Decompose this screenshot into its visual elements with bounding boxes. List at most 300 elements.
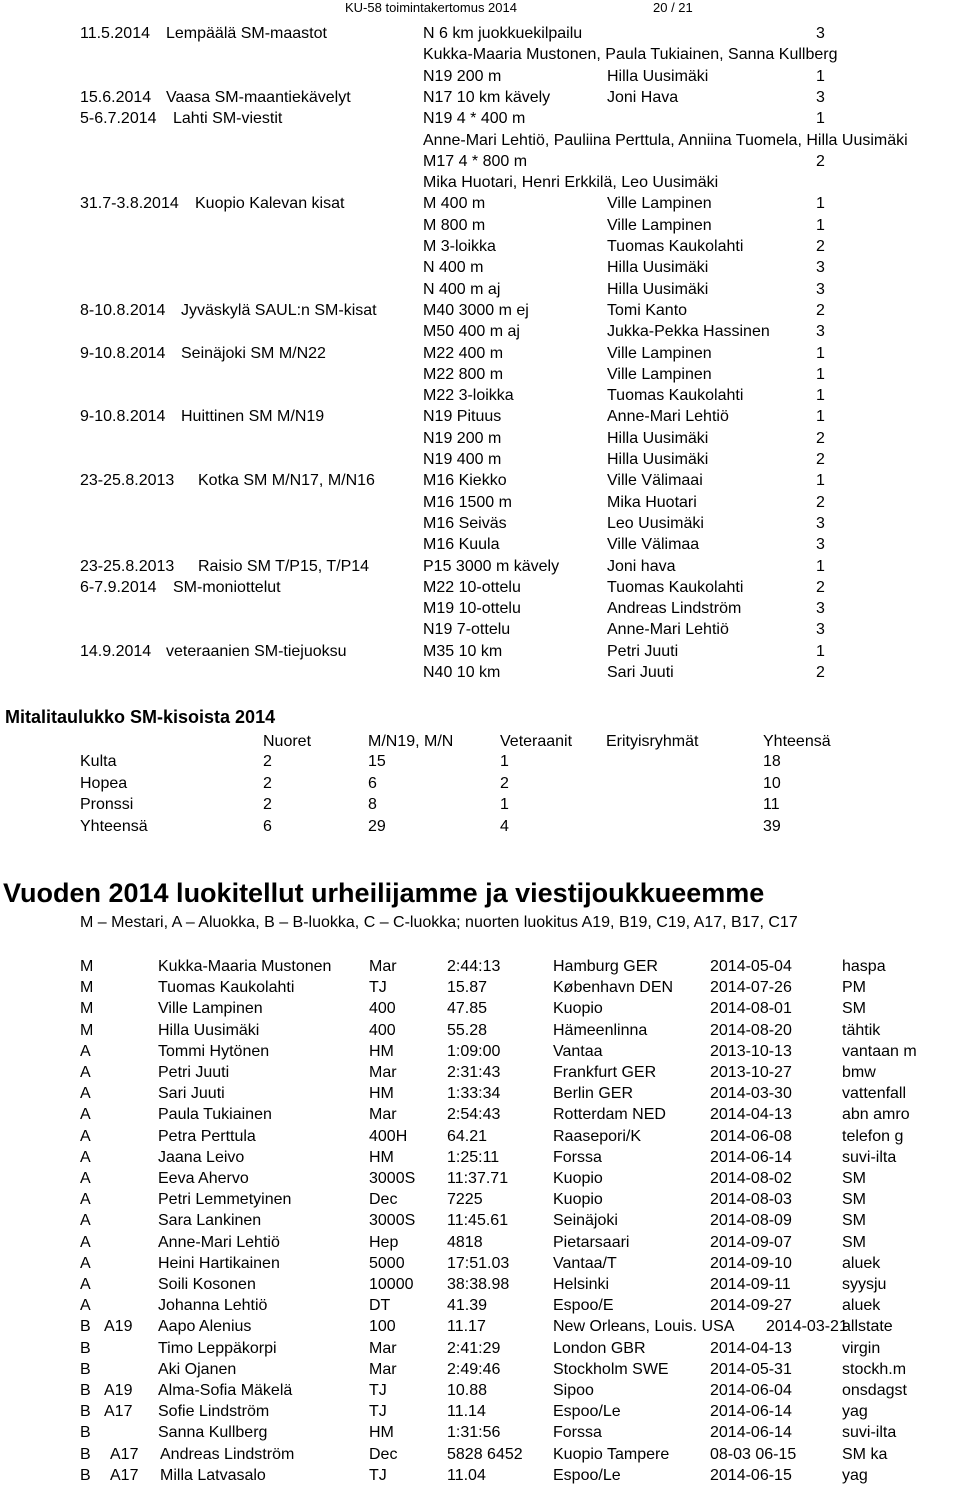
- adult-count: 6: [368, 774, 377, 792]
- result-value: 11:45.61: [447, 1212, 509, 1230]
- ranked-athlete-row: [0, 1105, 960, 1126]
- result-placing: 1: [816, 110, 825, 128]
- result-row: [0, 365, 960, 386]
- result-row: [0, 152, 960, 173]
- result-row: [0, 109, 960, 130]
- total-count: Yhteensä: [763, 733, 831, 750]
- result-value: 2:44:13: [447, 958, 501, 975]
- ranked-athlete-row: [0, 957, 960, 978]
- athlete-name: Hilla Uusimäki: [158, 1021, 260, 1039]
- athlete-name: Sanna Kullberg: [158, 1424, 268, 1442]
- result-row: [0, 514, 960, 535]
- competition-date: 2014-05-31: [710, 1360, 792, 1378]
- result-competition: Kotka SM M/N17, M/N16: [198, 472, 375, 490]
- ranked-athlete-row: [0, 1317, 960, 1338]
- result-value: 4818: [447, 1233, 483, 1251]
- event-code: Mar: [369, 1064, 397, 1081]
- class-code: B: [80, 1403, 91, 1421]
- ranked-athlete-row: [0, 1339, 960, 1360]
- result-event: M35 10 km: [423, 642, 503, 660]
- venue: Kuopio Tampere: [553, 1445, 670, 1463]
- result-competition: veteraanien SM-tiejuoksu: [166, 642, 347, 660]
- result-value: 11.14: [447, 1403, 486, 1421]
- result-event: P15 3000 m kävely: [423, 557, 560, 575]
- result-placing: 2: [816, 238, 825, 255]
- result-row: [0, 599, 960, 620]
- result-placing: 3: [816, 600, 825, 618]
- class-code: M: [80, 958, 94, 975]
- relay-team-row: [0, 173, 960, 194]
- result-event: M16 Kuula: [423, 536, 500, 554]
- class-code: B: [80, 1424, 91, 1442]
- ranked-athlete-row: [0, 1190, 960, 1211]
- result-athlete: Andreas Lindström: [607, 600, 742, 618]
- athlete-name: Eeva Ahervo: [158, 1170, 249, 1187]
- result-value: 64.21: [447, 1127, 488, 1145]
- athlete-name: Aapo Alenius: [158, 1318, 252, 1336]
- competition-date: 2014-06-08: [710, 1127, 792, 1145]
- event-code: HM: [369, 1148, 394, 1166]
- result-athlete: Ville Lampinen: [607, 365, 712, 383]
- result-placing: 1: [816, 344, 825, 362]
- athlete-name: Petra Perttula: [158, 1127, 256, 1145]
- athlete-name: Andreas Lindström: [160, 1445, 295, 1463]
- venue: Hamburg GER: [553, 958, 658, 975]
- result-event: M 400 m: [423, 195, 486, 213]
- competition-date: 2014-06-15: [710, 1466, 792, 1484]
- result-row: [0, 216, 960, 237]
- competition-date: 08-03 06-15: [710, 1445, 797, 1463]
- result-date: 9-10.8.2014: [80, 408, 166, 426]
- result-event: M22 3-loikka: [423, 387, 514, 405]
- athlete-name: Tommi Hytönen: [158, 1042, 270, 1060]
- total-count: 11: [763, 796, 780, 813]
- athlete-name: Paula Tukiainen: [158, 1106, 272, 1124]
- result-row: [0, 24, 960, 45]
- class-code: B: [80, 1360, 91, 1378]
- athlete-name: Jaana Leivo: [158, 1148, 245, 1166]
- result-competition: Lahti SM-viestit: [173, 110, 283, 128]
- venue: Sipoo: [553, 1382, 594, 1399]
- result-row: [0, 557, 960, 578]
- competition-date: 2014-08-02: [710, 1170, 792, 1187]
- event-code: Mar: [369, 1106, 397, 1124]
- competition-date: 2014-06-04: [710, 1382, 792, 1399]
- class-code: A: [80, 1127, 91, 1145]
- result-value: 17:51.03: [447, 1254, 510, 1272]
- competition-name: suvi-ilta: [842, 1148, 897, 1166]
- medal-type: Pronssi: [80, 796, 134, 813]
- result-placing: 3: [816, 88, 825, 106]
- class-code: B: [80, 1382, 91, 1399]
- result-placing: 2: [816, 578, 825, 596]
- result-date: 31.7-3.8.2014: [80, 195, 179, 213]
- result-row: [0, 578, 960, 599]
- result-value: 1:09:00: [447, 1042, 501, 1060]
- event-code: Dec: [369, 1445, 398, 1463]
- event-code: Hep: [369, 1233, 399, 1251]
- class-code: A: [80, 1191, 91, 1209]
- result-value: 41.39: [447, 1297, 488, 1315]
- competition-name: yag: [842, 1466, 868, 1484]
- competition-name: stockh.m: [842, 1360, 907, 1378]
- competition-date: 2014-08-20: [710, 1021, 792, 1039]
- competition-date: 2014-08-09: [710, 1212, 792, 1230]
- ranked-athlete-row: [0, 1275, 960, 1296]
- athlete-name: Kukka-Maaria Mustonen: [158, 958, 332, 975]
- result-row: [0, 67, 960, 88]
- result-event: N19 200 m: [423, 429, 502, 447]
- result-event: M 3-loikka: [423, 238, 496, 255]
- competition-name: vantaan m: [842, 1042, 917, 1060]
- competition-name: yag: [842, 1403, 868, 1421]
- result-athlete: Anne-Mari Lehtiö: [607, 621, 729, 639]
- result-athlete: Tuomas Kaukolahti: [607, 578, 744, 596]
- venue: New Orleans, Louis. USA: [553, 1318, 735, 1336]
- class-code: A: [80, 1170, 91, 1187]
- class-code: B: [80, 1445, 91, 1463]
- youth-class: A19: [104, 1318, 133, 1336]
- venue: Frankfurt GER: [553, 1064, 657, 1081]
- competition-date: 2013-10-13: [710, 1042, 792, 1060]
- result-row: [0, 450, 960, 471]
- ranked-athlete-row: [0, 1211, 960, 1232]
- result-row: [0, 301, 960, 322]
- result-event: N19 7-ottelu: [423, 621, 511, 639]
- result-value: 38:38.98: [447, 1276, 510, 1293]
- competition-date: 2014-06-14: [710, 1148, 792, 1166]
- ranked-athlete-row: [0, 1233, 960, 1254]
- result-placing: 1: [816, 216, 825, 234]
- venue: Hämeenlinna: [553, 1021, 648, 1039]
- result-placing: 3: [816, 280, 825, 298]
- result-event: M22 10-ottelu: [423, 578, 521, 596]
- result-row: [0, 258, 960, 279]
- result-athlete: Tuomas Kaukolahti: [607, 238, 744, 255]
- ranked-athlete-row: [0, 1445, 960, 1466]
- event-code: 100: [369, 1318, 396, 1336]
- result-placing: 2: [816, 493, 825, 511]
- result-row: [0, 280, 960, 301]
- ranked-athlete-row: [0, 1296, 960, 1317]
- result-row: [0, 663, 960, 684]
- relay-team-members: Mika Huotari, Henri Erkkilä, Leo Uusimäki: [423, 174, 719, 192]
- result-event: M22 400 m: [423, 344, 504, 362]
- result-value: 5828 6452: [447, 1445, 523, 1463]
- ranked-athlete-row: [0, 1423, 960, 1444]
- venue: Forssa: [553, 1148, 602, 1166]
- competition-date: 2014-04-13: [710, 1339, 792, 1357]
- veteran-count: 1: [500, 753, 509, 770]
- competition-name: onsdagst: [842, 1382, 907, 1399]
- ranked-athlete-row: [0, 1381, 960, 1402]
- page-number: 20 / 21: [653, 0, 693, 15]
- result-placing: 3: [816, 323, 825, 341]
- result-row: [0, 344, 960, 365]
- venue: Kuopio: [553, 1170, 603, 1187]
- youth-count: Nuoret: [263, 733, 312, 750]
- result-event: N19 Pituus: [423, 408, 502, 426]
- adult-count: M/N19, M/N: [368, 733, 454, 750]
- competition-name: aluek: [842, 1254, 881, 1272]
- result-row: [0, 471, 960, 492]
- result-placing: 1: [816, 67, 825, 85]
- result-row: [0, 237, 960, 258]
- class-code: M: [80, 1021, 94, 1039]
- result-athlete: Jukka-Pekka Hassinen: [607, 323, 770, 341]
- ranked-athlete-row: [0, 1466, 960, 1487]
- relay-team-members: Anne-Mari Lehtiö, Pauliina Perttula, Anniina Tuomela, Hilla Uusimäki: [423, 131, 908, 149]
- result-placing: 1: [816, 365, 825, 383]
- event-code: 400: [369, 1021, 396, 1039]
- result-placing: 1: [816, 472, 825, 490]
- venue: Helsinki: [553, 1276, 610, 1293]
- result-value: 2:49:46: [447, 1360, 501, 1378]
- relay-team-row: [0, 131, 960, 152]
- venue: Espoo/Le: [553, 1403, 621, 1421]
- competition-date: 2014-09-07: [710, 1233, 792, 1251]
- competition-name: haspa: [842, 958, 886, 975]
- class-code: A: [80, 1042, 91, 1060]
- result-date: 23-25.8.2013: [80, 472, 175, 490]
- competition-name: PM: [842, 979, 866, 997]
- venue: Berlin GER: [553, 1085, 634, 1103]
- venue: Espoo/Le: [553, 1466, 621, 1484]
- event-code: DT: [369, 1297, 391, 1315]
- athlete-name: Milla Latvasalo: [160, 1466, 266, 1484]
- result-placing: 2: [816, 664, 825, 681]
- athlete-name: Ville Lampinen: [158, 1000, 263, 1018]
- event-code: HM: [369, 1085, 394, 1103]
- result-event: M50 400 m aj: [423, 323, 520, 341]
- ranked-athletes-title: Vuoden 2014 luokitellut urheilijamme ja viestijoukkueemme: [3, 878, 765, 908]
- result-athlete: Mika Huotari: [607, 493, 697, 511]
- event-code: 5000: [369, 1254, 405, 1272]
- result-event: N40 10 km: [423, 664, 501, 681]
- class-code: A: [80, 1233, 91, 1251]
- venue: Rotterdam NED: [553, 1106, 666, 1124]
- competition-name: SM: [842, 1212, 866, 1230]
- athlete-name: Aki Ojanen: [158, 1360, 237, 1378]
- venue: Vantaa: [553, 1042, 603, 1060]
- result-event: M22 800 m: [423, 365, 504, 383]
- event-code: 400H: [369, 1127, 408, 1145]
- class-code: A: [80, 1064, 91, 1081]
- venue: Forssa: [553, 1424, 602, 1442]
- result-date: 5-6.7.2014: [80, 110, 157, 128]
- class-code: A: [80, 1212, 91, 1230]
- result-event: N17 10 km kävely: [423, 88, 551, 106]
- result-athlete: Ville Lampinen: [607, 216, 712, 234]
- venue: Raasepori/K: [553, 1127, 642, 1145]
- result-value: 15.87: [447, 979, 488, 997]
- competition-name: syysju: [842, 1276, 887, 1293]
- ranked-athlete-row: [0, 1402, 960, 1423]
- result-athlete: Anne-Mari Lehtiö: [607, 408, 729, 426]
- competition-date: 2014-08-01: [710, 1000, 792, 1018]
- result-placing: 1: [816, 195, 825, 213]
- ranked-athlete-row: [0, 1148, 960, 1169]
- result-date: 6-7.9.2014: [80, 578, 157, 596]
- youth-count: 2: [263, 753, 272, 770]
- athlete-name: Timo Leppäkorpi: [158, 1339, 277, 1357]
- result-placing: 3: [816, 259, 825, 277]
- result-competition: Vaasa SM-maantiekävelyt: [166, 88, 351, 106]
- result-athlete: Tomi Kanto: [607, 301, 688, 319]
- ranked-athlete-row: [0, 1169, 960, 1190]
- result-event: N19 400 m: [423, 451, 502, 468]
- result-athlete: Joni hava: [607, 557, 676, 575]
- ranked-athlete-row: [0, 1042, 960, 1063]
- result-athlete: Hilla Uusimäki: [607, 67, 709, 85]
- result-date: 14.9.2014: [80, 642, 152, 660]
- result-placing: 3: [816, 25, 825, 42]
- result-event: M17 4 * 800 m: [423, 152, 528, 170]
- result-event: N 400 m aj: [423, 280, 501, 298]
- class-code: A: [80, 1085, 91, 1103]
- athlete-name: Petri Lemmetyinen: [158, 1191, 292, 1209]
- result-athlete: Hilla Uusimäki: [607, 280, 709, 298]
- result-competition: Jyväskylä SAUL:n SM-kisat: [181, 301, 377, 319]
- venue: Stockholm SWE: [553, 1360, 669, 1378]
- athlete-name: Heini Hartikainen: [158, 1254, 280, 1272]
- competition-date: 2014-05-04: [710, 958, 792, 975]
- total-count: 18: [763, 753, 781, 770]
- venue: Kuopio: [553, 1191, 603, 1209]
- page-header: [345, 0, 693, 15]
- competition-name: aluek: [842, 1297, 881, 1315]
- result-date: 23-25.8.2013: [80, 557, 175, 575]
- result-value: 55.28: [447, 1021, 488, 1039]
- medal-type: Hopea: [80, 774, 128, 792]
- result-row: [0, 386, 960, 407]
- result-placing: 3: [816, 514, 825, 532]
- result-event: N 6 km juokkuekilpailu: [423, 25, 583, 42]
- competition-name: SM: [842, 1170, 866, 1187]
- result-athlete: Hilla Uusimäki: [607, 429, 709, 447]
- veteran-count: 1: [500, 796, 509, 813]
- result-placing: 1: [816, 408, 825, 426]
- result-value: 47.85: [447, 1000, 488, 1018]
- result-event: N 400 m: [423, 259, 484, 277]
- youth-class: A17: [110, 1466, 139, 1484]
- result-placing: 2: [816, 301, 825, 319]
- venue: Kuopio: [553, 1000, 603, 1018]
- competition-date: 2014-09-27: [710, 1297, 792, 1315]
- result-placing: 3: [816, 536, 825, 554]
- class-code: A: [80, 1106, 91, 1124]
- competition-name: SM ka: [842, 1445, 888, 1463]
- total-count: 10: [763, 774, 781, 792]
- class-code: A: [80, 1148, 91, 1166]
- result-athlete: Ville Lampinen: [607, 195, 712, 213]
- event-code: HM: [369, 1042, 394, 1060]
- venue: København DEN: [553, 979, 674, 997]
- athlete-name: Johanna Lehtiö: [158, 1297, 268, 1315]
- competition-date: 2014-06-14: [710, 1403, 792, 1421]
- result-athlete: Hilla Uusimäki: [607, 451, 709, 468]
- ranked-athlete-row: [0, 999, 960, 1020]
- result-athlete: Hilla Uusimäki: [607, 259, 709, 277]
- athlete-name: Anne-Mari Lehtiö: [158, 1233, 280, 1251]
- athlete-name: Petri Juuti: [158, 1064, 230, 1081]
- result-date: 9-10.8.2014: [80, 344, 166, 362]
- event-code: Mar: [369, 1360, 397, 1378]
- youth-count: 6: [263, 817, 272, 835]
- veteran-count: Veteraanit: [500, 733, 573, 750]
- adult-count: 29: [368, 817, 386, 835]
- class-code: B: [80, 1318, 91, 1336]
- youth-class: A17: [110, 1445, 139, 1463]
- result-date: 11.5.2014: [80, 25, 150, 42]
- result-row: [0, 493, 960, 514]
- result-athlete: Sari Juuti: [607, 664, 674, 681]
- venue: London GBR: [553, 1339, 646, 1357]
- veteran-count: 2: [500, 774, 509, 792]
- athlete-name: Tuomas Kaukolahti: [158, 979, 295, 997]
- result-row: [0, 407, 960, 428]
- ranked-athlete-row: [0, 1063, 960, 1084]
- result-placing: 1: [816, 642, 825, 660]
- result-placing: 1: [816, 387, 825, 405]
- class-code: B: [80, 1339, 91, 1357]
- youth-class: A17: [104, 1403, 133, 1421]
- medal-table-title: Mitalitaulukko SM-kisoista 2014: [5, 707, 276, 727]
- result-value: 1:25:11: [447, 1148, 500, 1166]
- ranked-athlete-row: [0, 1127, 960, 1148]
- youth-count: 2: [263, 774, 272, 792]
- competition-name: bmw: [842, 1064, 876, 1081]
- result-competition: Raisio SM T/P15, T/P14: [198, 557, 370, 575]
- result-event: M16 Kiekko: [423, 472, 507, 490]
- result-event: M 800 m: [423, 216, 486, 234]
- adult-count: 15: [368, 753, 386, 770]
- result-athlete: Ville Lampinen: [607, 344, 712, 362]
- class-legend: M – Mestari, A – Aluokka, B – B-luokka, C – C-luokka; nuorten luokitus A19, B19, C19, A17, B17, C17: [80, 914, 798, 931]
- total-count: 39: [763, 817, 781, 835]
- result-value: 10.88: [447, 1382, 488, 1399]
- ranked-athlete-row: [0, 978, 960, 999]
- result-placing: 3: [816, 621, 825, 639]
- medal-type: Yhteensä: [80, 817, 148, 835]
- medal-row: [0, 752, 960, 773]
- competition-name: suvi-ilta: [842, 1424, 897, 1442]
- ranked-athlete-row: [0, 1084, 960, 1105]
- result-athlete: Petri Juuti: [607, 642, 679, 660]
- competition-name: allstate: [842, 1318, 893, 1336]
- medal-row: [0, 774, 960, 795]
- result-row: [0, 642, 960, 663]
- event-code: TJ: [369, 1382, 387, 1399]
- result-event: N19 200 m: [423, 67, 502, 85]
- athlete-name: Sari Juuti: [158, 1085, 225, 1103]
- competition-date: 2014-06-14: [710, 1424, 792, 1442]
- result-competition: Lempäälä SM-maastot: [166, 25, 327, 42]
- result-event: M16 Seiväs: [423, 514, 507, 532]
- result-value: 1:31:56: [447, 1424, 501, 1442]
- athlete-name: Sara Lankinen: [158, 1212, 262, 1230]
- medal-row: [0, 795, 960, 816]
- result-row: [0, 535, 960, 556]
- result-competition: SM-moniottelut: [173, 578, 281, 596]
- relay-team-row: [0, 45, 960, 66]
- result-value: 11:37.71: [447, 1170, 509, 1187]
- competition-name: SM: [842, 1233, 866, 1251]
- medal-header-row: [0, 732, 960, 753]
- competition-name: SM: [842, 1191, 866, 1209]
- result-value: 2:54:43: [447, 1106, 501, 1124]
- class-code: M: [80, 1000, 94, 1018]
